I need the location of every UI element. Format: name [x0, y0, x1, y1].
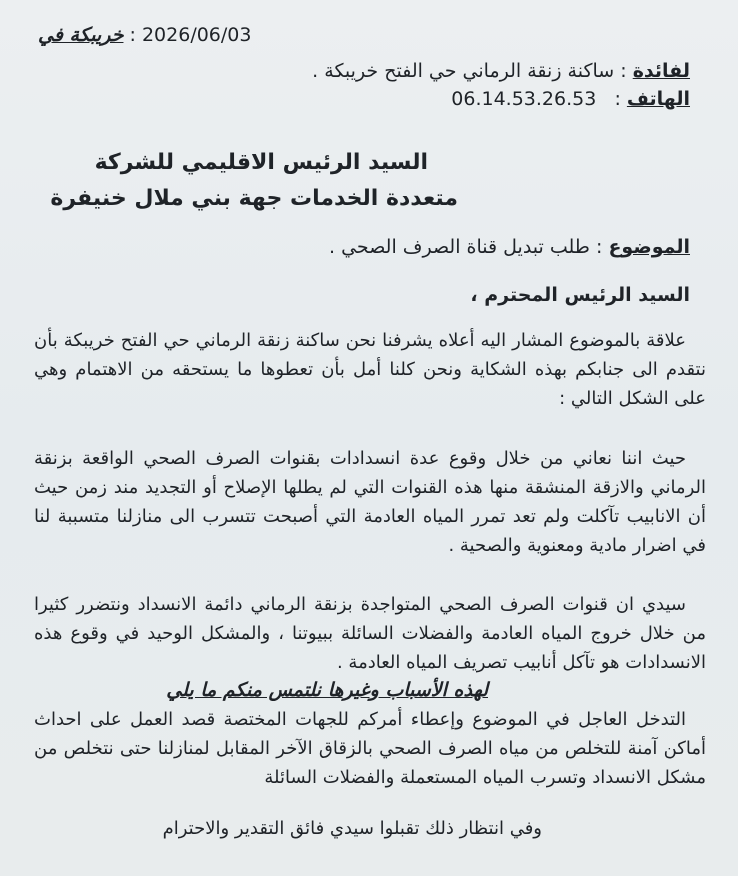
- closing-line: وفي انتظار ذلك تقبلوا سيدي فائق التقدير والاحترام: [162, 818, 542, 839]
- paragraph-details: سيدي ان قنوات الصرف الصحي المتواجدة بزنقة الرماني دائمة الانسداد ونتضرر كثيرا من خلال خروج المياه العادمة والفضلات السائلة ببيوتنا ، والمشكل الوحيد في وقوع هذه الانسدادات هو تآكل أنابيب تصريف المياه العادمة .: [34, 594, 706, 673]
- from-label: لفائدة: [632, 60, 690, 82]
- subject-label: الموضوع: [608, 236, 690, 258]
- sender-phone: الهاتف : 06.14.53.26.53: [451, 88, 690, 110]
- greeting: السيد الرئيس المحترم ،: [470, 284, 690, 306]
- date-line: 2026/06/03 : خريبكة في: [38, 24, 252, 46]
- from-value: ساكنة زنقة الرماني حي الفتح خريبكة .: [312, 60, 615, 82]
- subject-value: طلب تبديل قناة الصرف الصحي .: [329, 236, 590, 258]
- paragraph-problem: حيث اننا نعاني من خلال وقوع عدة انسدادات بقنوات الصرف الصحي الواقعة بزنقة الرماني والازقة المنشقة منها هذه القنوات التي لم يطلها الإصلاح أو التجديد مند زمن حيث أن الانابيب تآكلت ولم تعد تمرر المياه العادمة التي أصبحت تتسرب الى منازلنا متسببة لنا في اضرار مادية ومعنوية والصحية .: [34, 448, 706, 556]
- letter-place: خريبكة في: [38, 24, 124, 46]
- paragraph-request: التدخل العاجل في الموضوع وإعطاء أمركم للجهات المختصة قصد العمل على احداث أماكن آمنة للتخلص من مياه الصرف الصحي بالزقاق الآخر المقابل لمنازلنا حتى نتخلص من مشكل الانسداد وتسرب المياه المستعملة والفضلات السائلة: [34, 709, 706, 788]
- subject-line: الموضوع : طلب تبديل قناة الصرف الصحي .: [329, 236, 690, 258]
- recipient-line-2: متعددة الخدمات جهة بني ملال خنيفرة: [50, 186, 458, 211]
- phone-value: 06.14.53.26.53: [451, 88, 597, 110]
- requests-heading: لهذه الأسباب وغيرها نلتمس منكم ما يلي: [166, 679, 488, 701]
- paragraph-intro: علاقة بالموضوع المشار اليه أعلاه يشرفنا نحن ساكنة زنقة الرماني حي الفتح خريبكة بأن نتقدم الى جنابكم بهذه الشكاية ونحن كلنا أمل بأن تعطوها ما يستحقه من الاهتمام وهي على الشكل التالي :: [34, 330, 706, 409]
- sender-from: لفائدة : ساكنة زنقة الرماني حي الفتح خريبكة .: [312, 60, 690, 82]
- phone-label: الهاتف: [626, 88, 690, 110]
- recipient-line-1: السيد الرئيس الاقليمي للشركة: [94, 150, 428, 175]
- letter-date: 2026/06/03: [141, 24, 252, 46]
